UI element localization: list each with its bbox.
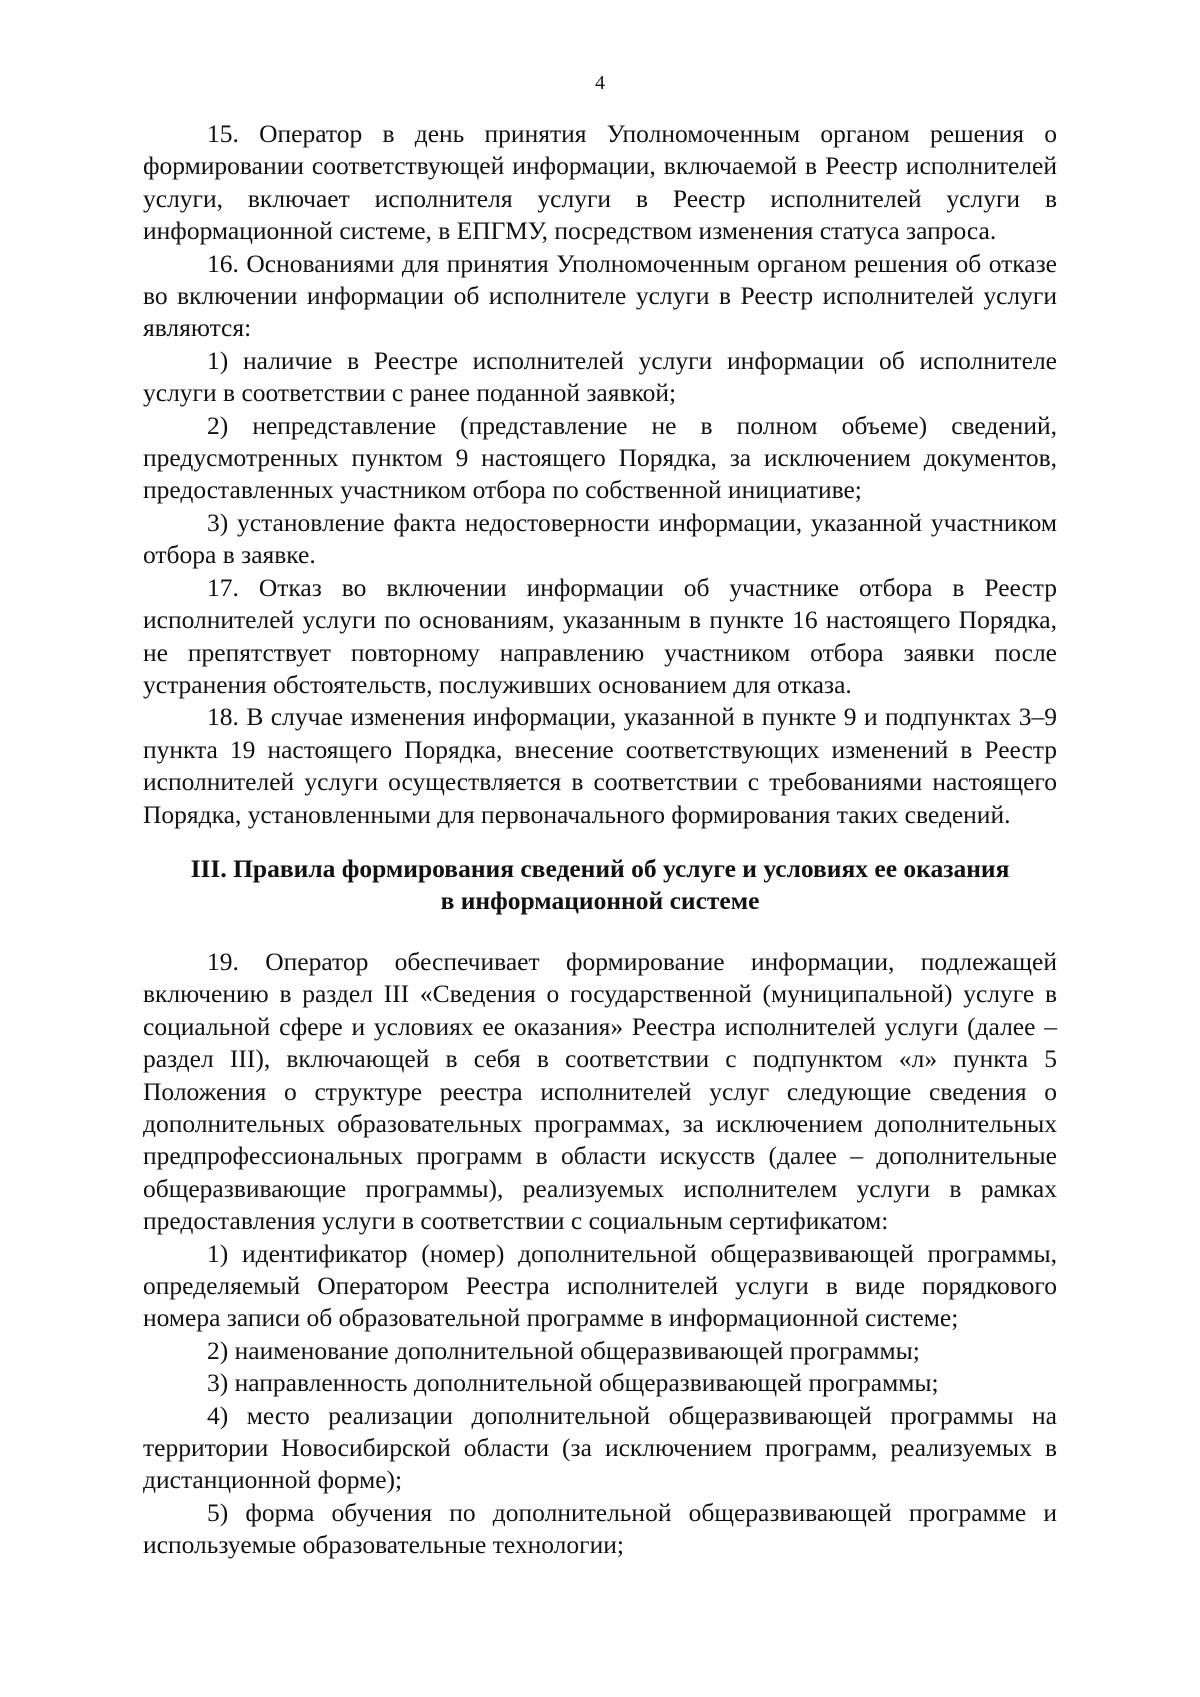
paragraph-19-item-3: 3) направленность дополнительной общеразвивающей программы;	[207, 1368, 939, 1398]
document-body	[143, 118, 1057, 1562]
paragraph-19-item-2: 2) наименование дополнительной общеразвивающей программы;	[207, 1335, 920, 1365]
paragraph-15: 15. Оператор в день принятия Уполномоченным органом решения о формировании соответствующей информации, включаемой в Реестр исполнителей услуги, включает исполнителя услуги в Реестр исполнителей услуги в информационной системе, в ЕПГМУ, посредством изменения статуса запроса.	[143, 119, 1057, 246]
paragraph-16-item-1: 1) наличие в Реестре исполнителей услуги информации об исполнителе услуги в соответствии с ранее поданной заявкой;	[143, 345, 1057, 408]
paragraph-19-item-5: 5) форма обучения по дополнительной общеразвивающей программе и используемые образовательные технологии;	[143, 1497, 1057, 1560]
paragraph-19: 19. Оператор обеспечивает формирование информации, подлежащей включению в раздел III «Сведения о государственной (муниципальной) услуге в социальной сфере и условиях ее оказания» Реестра исполнителей услуги (далее – раздел III), включающей в себя в соответствии с подпунктом «л» пункта 5 Положения о структуре реестра исполнителей услуг следующие сведения о дополнительных образовательных программах, за исключением дополнительных предпрофессиональных программ в области искусств (далее – дополнительные общеразвивающие программы), реализуемых исполнителем услуги в рамках предоставления услуги в соответствии с социальным сертификатом:	[143, 946, 1057, 1236]
page-number: 4	[595, 72, 605, 94]
section-heading-line-2: в информационной системе	[440, 885, 760, 915]
section-heading-line-1: III. Правила формирования сведений об услуге и условиях ее оказания	[190, 853, 1010, 883]
paragraph-18: 18. В случае изменения информации, указанной в пункте 9 и подпунктах 3–9 пункта 19 настоящего Порядка, внесение соответствующих изменений в Реестр исполнителей услуги осуществляется в соответствии с требованиями настоящего Порядка, установленными для первоначального формирования таких сведений.	[143, 702, 1057, 829]
paragraph-17: 17. Отказ во включении информации об участнике отбора в Реестр исполнителей услуги по основаниям, указанным в пункте 16 настоящего Порядка, не препятствует повторному направлению участником отбора заявки после устранения обстоятельств, послуживших основанием для отказа.	[143, 572, 1057, 699]
paragraph-16: 16. Основаниями для принятия Уполномоченным органом решения об отказе во включении информации об исполнителе услуги в Реестр исполнителей услуги являются:	[143, 248, 1057, 343]
paragraph-19-item-1: 1) идентификатор (номер) дополнительной общеразвивающей программы, определяемый Оператором Реестра исполнителей услуги в виде порядкового номера записи об образовательной программе в информационной системе;	[143, 1238, 1057, 1333]
paragraph-16-item-2: 2) непредставление (представление не в полном объеме) сведений, предусмотренных пунктом 9 настоящего Порядка, за исключением документов, предоставленных участником отбора по собственной инициативе;	[143, 410, 1057, 505]
paragraph-19-item-4: 4) место реализации дополнительной общеразвивающей программы на территории Новосибирской области (за исключением программ, реализуемых в дистанционной форме);	[143, 1400, 1057, 1495]
section-heading	[143, 853, 1057, 917]
paragraph-16-item-3: 3) установление факта недостоверности информации, указанной участником отбора в заявке.	[143, 507, 1057, 570]
